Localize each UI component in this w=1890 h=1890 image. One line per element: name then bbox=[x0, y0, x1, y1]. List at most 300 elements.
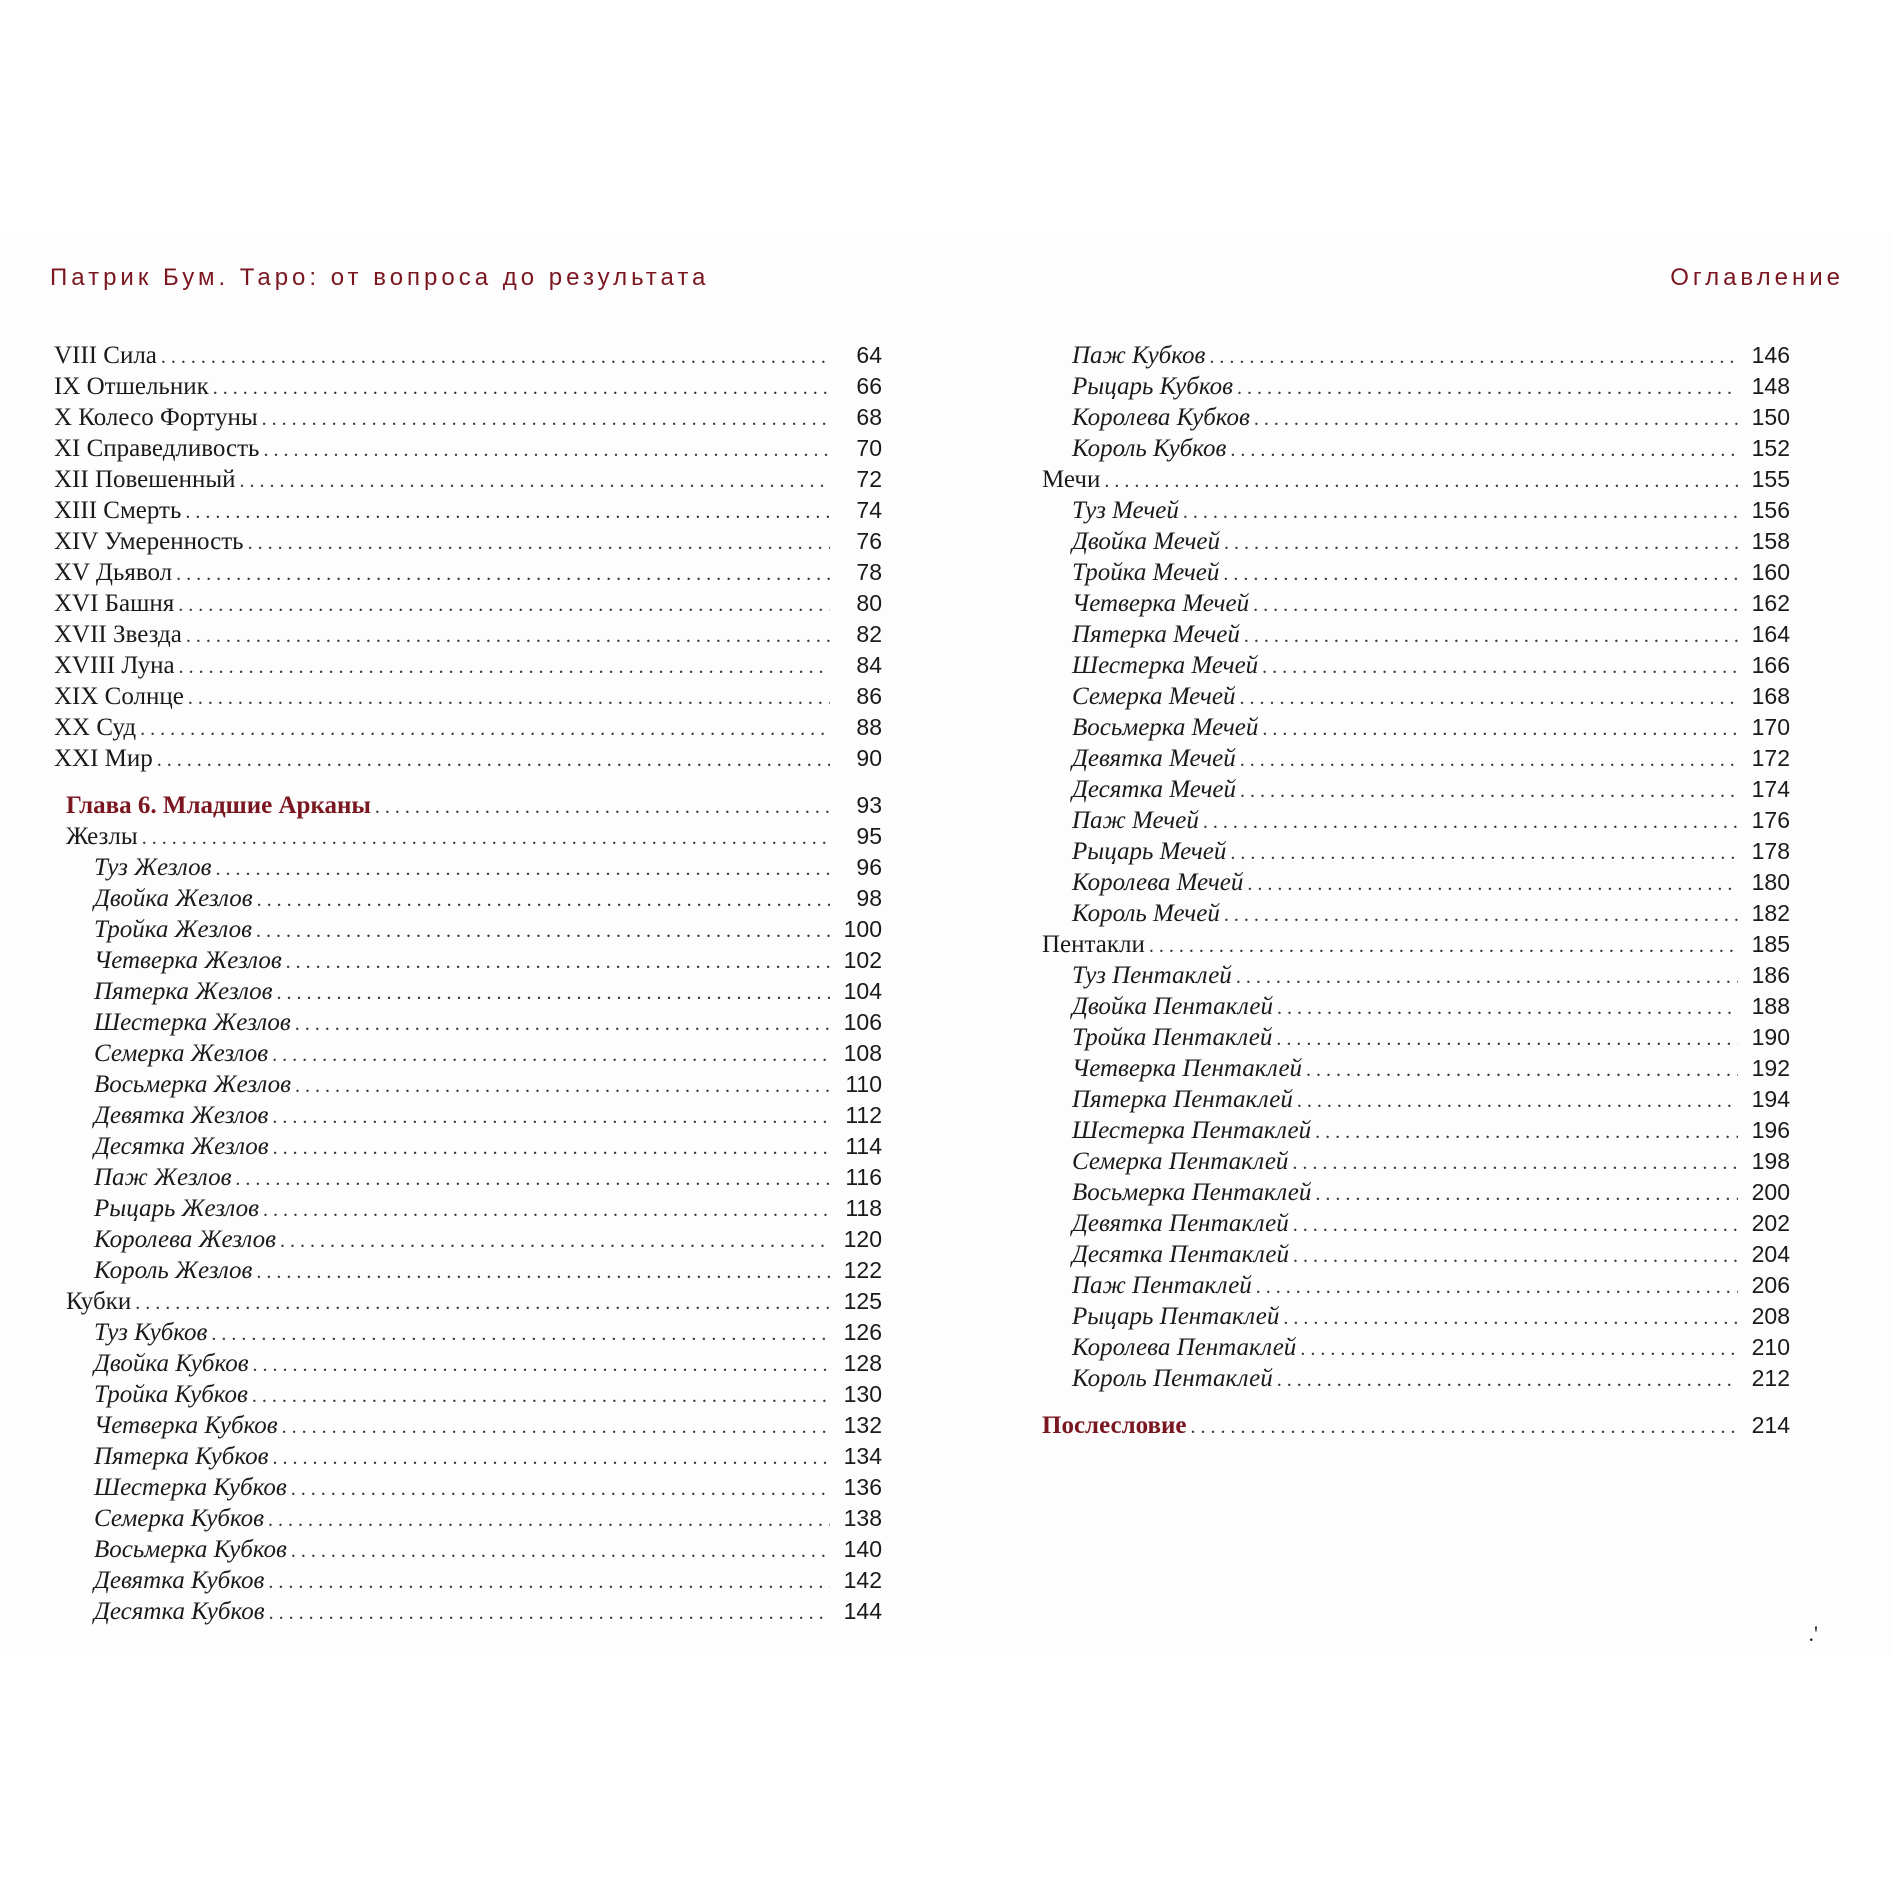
card-title: Рыцарь Пентаклей bbox=[1072, 1303, 1280, 1330]
toc-card-entry[interactable] bbox=[54, 1162, 882, 1193]
card-title: Тройка Мечей bbox=[1072, 559, 1220, 586]
card-title: Паж Пентаклей bbox=[1072, 1272, 1252, 1299]
dot-leader bbox=[1256, 1272, 1738, 1303]
toc-card-entry[interactable] bbox=[54, 1441, 882, 1472]
dot-leader bbox=[179, 652, 830, 683]
page-number: 138 bbox=[843, 1505, 882, 1531]
toc-entry-major[interactable] bbox=[54, 495, 882, 526]
toc-card-entry[interactable] bbox=[1042, 433, 1790, 464]
page-number: 188 bbox=[1751, 993, 1790, 1019]
page-number: 156 bbox=[1751, 497, 1790, 523]
dot-leader bbox=[1209, 342, 1738, 373]
toc-entry-major[interactable] bbox=[54, 650, 882, 681]
dot-leader bbox=[257, 885, 830, 916]
toc-entry-major[interactable] bbox=[54, 588, 882, 619]
card-title: Девятка Кубков bbox=[94, 1567, 265, 1594]
toc-card-entry[interactable] bbox=[1042, 867, 1790, 898]
dot-leader bbox=[1224, 900, 1738, 931]
dot-leader bbox=[1244, 621, 1738, 652]
suit-title: Пентакли bbox=[1042, 931, 1145, 958]
card-title: Король Пентаклей bbox=[1072, 1365, 1273, 1392]
dot-leader bbox=[235, 1164, 830, 1195]
dot-leader bbox=[1183, 497, 1738, 528]
dot-leader bbox=[1223, 559, 1738, 590]
toc-entry-major[interactable] bbox=[54, 371, 882, 402]
page-number: 152 bbox=[1751, 435, 1790, 461]
toc-card-entry[interactable] bbox=[1042, 526, 1790, 557]
dot-leader bbox=[263, 435, 830, 466]
card-title: Семерка Кубков bbox=[94, 1505, 264, 1532]
toc-card-entry[interactable] bbox=[1042, 371, 1790, 402]
dot-leader bbox=[1203, 807, 1738, 838]
dot-leader bbox=[263, 1195, 830, 1226]
toc-card-entry[interactable] bbox=[54, 1038, 882, 1069]
entry-title: XX Суд bbox=[54, 714, 137, 741]
dot-leader bbox=[1230, 435, 1738, 466]
card-title: Королева Жезлов bbox=[94, 1226, 276, 1253]
toc-entry-major[interactable] bbox=[54, 557, 882, 588]
card-title: Четверка Мечей bbox=[1072, 590, 1250, 617]
toc-card-entry[interactable] bbox=[54, 1224, 882, 1255]
page-number: 136 bbox=[843, 1474, 882, 1500]
toc-card-entry[interactable] bbox=[1042, 1022, 1790, 1053]
page-number: 122 bbox=[843, 1257, 882, 1283]
dot-leader bbox=[161, 342, 830, 373]
dot-leader bbox=[1254, 404, 1738, 435]
suit-title: Кубки bbox=[66, 1288, 132, 1315]
card-title: Шестерка Кубков bbox=[94, 1474, 287, 1501]
dot-leader bbox=[1224, 528, 1738, 559]
chapter-title: Глава 6. Младшие Арканы bbox=[66, 792, 371, 819]
page-number: 68 bbox=[856, 404, 882, 430]
entry-title: IX Отшельник bbox=[54, 373, 209, 400]
toc-card-entry[interactable] bbox=[54, 976, 882, 1007]
card-title: Семерка Пентаклей bbox=[1072, 1148, 1289, 1175]
card-title: Девятка Пентаклей bbox=[1072, 1210, 1289, 1237]
dot-leader bbox=[1237, 373, 1738, 404]
toc-card-entry[interactable] bbox=[1042, 557, 1790, 588]
card-title: Десятка Мечей bbox=[1072, 776, 1237, 803]
entry-title: XV Дьявол bbox=[54, 559, 173, 586]
card-title: Восьмерка Жезлов bbox=[94, 1071, 291, 1098]
page-number: 196 bbox=[1751, 1117, 1790, 1143]
dot-leader bbox=[268, 1505, 830, 1536]
page-number: 180 bbox=[1751, 869, 1790, 895]
dot-leader bbox=[178, 590, 830, 621]
card-title: Тройка Кубков bbox=[94, 1381, 248, 1408]
toc-card-entry[interactable] bbox=[1042, 805, 1790, 836]
card-title: Рыцарь Жезлов bbox=[94, 1195, 259, 1222]
page-number: 80 bbox=[856, 590, 882, 616]
dot-leader bbox=[262, 404, 830, 435]
dot-leader bbox=[1262, 652, 1738, 683]
page-number: 134 bbox=[843, 1443, 882, 1469]
dot-leader bbox=[1276, 1024, 1738, 1055]
page-number: 182 bbox=[1751, 900, 1790, 926]
dot-leader bbox=[1277, 993, 1738, 1024]
toc-card-entry[interactable] bbox=[1042, 712, 1790, 743]
card-title: Шестерка Пентаклей bbox=[1072, 1117, 1312, 1144]
page-number: 155 bbox=[1751, 466, 1790, 492]
dot-leader bbox=[1253, 590, 1738, 621]
card-title: Королева Кубков bbox=[1072, 404, 1250, 431]
dot-leader bbox=[272, 1443, 830, 1474]
entry-title: XII Повешенный bbox=[54, 466, 236, 493]
dot-leader bbox=[268, 1567, 830, 1598]
card-title: Король Мечей bbox=[1072, 900, 1220, 927]
dot-leader bbox=[1230, 838, 1738, 869]
dot-leader bbox=[1300, 1334, 1738, 1365]
page-number: 128 bbox=[843, 1350, 882, 1376]
card-title: Рыцарь Мечей bbox=[1072, 838, 1227, 865]
toc-card-entry[interactable] bbox=[1042, 1115, 1790, 1146]
dot-leader bbox=[211, 1319, 830, 1350]
dot-leader bbox=[252, 1381, 830, 1412]
card-title: Туз Мечей bbox=[1072, 497, 1179, 524]
card-title: Восьмерка Кубков bbox=[94, 1536, 287, 1563]
dot-leader bbox=[213, 373, 830, 404]
toc-card-entry[interactable] bbox=[54, 1131, 882, 1162]
left-page bbox=[0, 232, 945, 1657]
page-number: 108 bbox=[843, 1040, 882, 1066]
card-title: Королева Пентаклей bbox=[1072, 1334, 1297, 1361]
toc-card-entry[interactable] bbox=[54, 852, 882, 883]
page-number: 88 bbox=[856, 714, 882, 740]
toc-suit-swords[interactable] bbox=[1042, 464, 1790, 495]
card-title: Паж Кубков bbox=[1072, 342, 1206, 369]
toc-entry-major[interactable] bbox=[54, 340, 882, 371]
dot-leader bbox=[1236, 962, 1738, 993]
card-title: Десятка Кубков bbox=[94, 1598, 265, 1625]
dot-leader bbox=[140, 714, 830, 745]
toc-card-entry[interactable] bbox=[1042, 1332, 1790, 1363]
card-title: Восьмерка Пентаклей bbox=[1072, 1179, 1312, 1206]
dot-leader bbox=[1104, 466, 1738, 497]
dot-leader bbox=[1262, 714, 1738, 745]
corner-mark: .' bbox=[1808, 1621, 1818, 1646]
card-title: Восьмерка Мечей bbox=[1072, 714, 1259, 741]
toc-entry-major[interactable] bbox=[54, 681, 882, 712]
toc-card-entry[interactable] bbox=[54, 1193, 882, 1224]
suit-title: Жезлы bbox=[66, 823, 138, 850]
page-number: 72 bbox=[856, 466, 882, 492]
page-number: 206 bbox=[1751, 1272, 1790, 1298]
toc-entry-major[interactable] bbox=[54, 526, 882, 557]
card-title: Двойка Пентаклей bbox=[1072, 993, 1273, 1020]
toc-card-entry[interactable] bbox=[54, 1379, 882, 1410]
toc-suit-cups[interactable] bbox=[54, 1286, 882, 1317]
running-head-book-title: Патрик Бум. Таро: от вопроса до результата bbox=[50, 264, 710, 291]
card-title: Девятка Мечей bbox=[1072, 745, 1236, 772]
page-number: 174 bbox=[1751, 776, 1790, 802]
dot-leader bbox=[1240, 745, 1738, 776]
card-title: Пятерка Жезлов bbox=[94, 978, 273, 1005]
page-number: 148 bbox=[1751, 373, 1790, 399]
dot-leader bbox=[272, 1040, 830, 1071]
toc-card-entry[interactable] bbox=[54, 883, 882, 914]
toc-card-entry[interactable] bbox=[1042, 1301, 1790, 1332]
card-title: Пятерка Кубков bbox=[94, 1443, 269, 1470]
toc-card-entry[interactable] bbox=[54, 914, 882, 945]
card-title: Семерка Жезлов bbox=[94, 1040, 269, 1067]
card-title: Пятерка Пентаклей bbox=[1072, 1086, 1293, 1113]
page-number: 166 bbox=[1751, 652, 1790, 678]
toc-card-entry[interactable] bbox=[54, 1503, 882, 1534]
toc-card-entry[interactable] bbox=[54, 1565, 882, 1596]
page-number: 198 bbox=[1751, 1148, 1790, 1174]
card-title: Паж Жезлов bbox=[94, 1164, 232, 1191]
page-number: 142 bbox=[843, 1567, 882, 1593]
dot-leader bbox=[286, 947, 830, 978]
dot-leader bbox=[375, 792, 830, 823]
toc-card-entry[interactable] bbox=[54, 1069, 882, 1100]
card-title: Десятка Пентаклей bbox=[1072, 1241, 1289, 1268]
page-number: 200 bbox=[1751, 1179, 1790, 1205]
page-number: 112 bbox=[845, 1102, 882, 1128]
dot-leader bbox=[256, 1257, 830, 1288]
page-number: 125 bbox=[843, 1288, 882, 1314]
toc-card-entry[interactable] bbox=[54, 1534, 882, 1565]
dot-leader bbox=[1190, 1412, 1738, 1443]
card-title: Тройка Пентаклей bbox=[1072, 1024, 1273, 1051]
page-number: 150 bbox=[1751, 404, 1790, 430]
card-title: Девятка Жезлов bbox=[94, 1102, 269, 1129]
toc-card-entry[interactable] bbox=[1042, 1084, 1790, 1115]
page-number: 66 bbox=[856, 373, 882, 399]
toc-entry-major[interactable] bbox=[54, 433, 882, 464]
page-number: 95 bbox=[856, 823, 882, 849]
dot-leader bbox=[1297, 1086, 1738, 1117]
dot-leader bbox=[142, 823, 830, 854]
page-number: 158 bbox=[1751, 528, 1790, 554]
entry-title: XXI Мир bbox=[54, 745, 153, 772]
toc-card-entry[interactable] bbox=[54, 1100, 882, 1131]
toc-card-entry[interactable] bbox=[1042, 1239, 1790, 1270]
page-number: 185 bbox=[1751, 931, 1790, 957]
dot-leader bbox=[1315, 1117, 1738, 1148]
toc-card-entry[interactable] bbox=[54, 1596, 882, 1627]
toc-afterword[interactable] bbox=[1042, 1410, 1790, 1441]
page-number: 93 bbox=[856, 792, 882, 818]
toc-card-entry[interactable] bbox=[54, 1317, 882, 1348]
dot-leader bbox=[282, 1412, 830, 1443]
page-number: 140 bbox=[843, 1536, 882, 1562]
page-number: 102 bbox=[843, 947, 882, 973]
entry-title: XI Справедливость bbox=[54, 435, 260, 462]
dot-leader bbox=[1247, 869, 1738, 900]
toc-card-entry[interactable] bbox=[54, 1410, 882, 1441]
toc-card-entry[interactable] bbox=[1042, 743, 1790, 774]
page-number: 64 bbox=[856, 342, 882, 368]
card-title: Паж Мечей bbox=[1072, 807, 1199, 834]
toc-chapter-heading[interactable] bbox=[54, 790, 882, 821]
dot-leader bbox=[272, 1102, 830, 1133]
page-number: 116 bbox=[845, 1164, 882, 1190]
toc-card-entry[interactable] bbox=[54, 1348, 882, 1379]
entry-title: XIX Солнце bbox=[54, 683, 184, 710]
dot-leader bbox=[1306, 1055, 1738, 1086]
card-title: Шестерка Мечей bbox=[1072, 652, 1259, 679]
dot-leader bbox=[256, 916, 830, 947]
page-number: 96 bbox=[856, 854, 882, 880]
card-title: Семерка Мечей bbox=[1072, 683, 1236, 710]
page-number: 114 bbox=[845, 1133, 882, 1159]
card-title: Король Жезлов bbox=[94, 1257, 253, 1284]
page-number: 208 bbox=[1751, 1303, 1790, 1329]
entry-title: XVIII Луна bbox=[54, 652, 175, 679]
toc-entry-major[interactable] bbox=[54, 402, 882, 433]
dot-leader bbox=[1149, 931, 1738, 962]
page-number: 90 bbox=[856, 745, 882, 771]
dot-leader bbox=[1292, 1148, 1738, 1179]
card-title: Король Кубков bbox=[1072, 435, 1227, 462]
entry-title: XVII Звезда bbox=[54, 621, 182, 648]
card-title: Четверка Пентаклей bbox=[1072, 1055, 1303, 1082]
toc-card-entry[interactable] bbox=[1042, 650, 1790, 681]
toc-card-entry[interactable] bbox=[1042, 898, 1790, 929]
entry-title: XVI Башня bbox=[54, 590, 175, 617]
toc-entry-major[interactable] bbox=[54, 464, 882, 495]
card-title: Королева Мечей bbox=[1072, 869, 1244, 896]
page-number: 186 bbox=[1751, 962, 1790, 988]
page-number: 202 bbox=[1751, 1210, 1790, 1236]
page-number: 82 bbox=[856, 621, 882, 647]
dot-leader bbox=[269, 1598, 830, 1629]
toc-list-left bbox=[54, 340, 882, 1627]
dot-leader bbox=[188, 683, 830, 714]
page-number: 146 bbox=[1751, 342, 1790, 368]
dot-leader bbox=[240, 466, 830, 497]
dot-leader bbox=[1239, 683, 1738, 714]
page-number: 98 bbox=[856, 885, 882, 911]
toc-suit-wands[interactable] bbox=[54, 821, 882, 852]
card-title: Двойка Жезлов bbox=[94, 885, 253, 912]
toc-card-entry[interactable] bbox=[1042, 1177, 1790, 1208]
page-number: 104 bbox=[843, 978, 882, 1004]
card-title: Четверка Кубков bbox=[94, 1412, 278, 1439]
toc-entry-major[interactable] bbox=[54, 619, 882, 650]
dot-leader bbox=[1277, 1365, 1738, 1396]
page-number: 70 bbox=[856, 435, 882, 461]
card-title: Туз Жезлов bbox=[94, 854, 212, 881]
entry-title: XIV Умеренность bbox=[54, 528, 244, 555]
page-number: 130 bbox=[843, 1381, 882, 1407]
toc-card-entry[interactable] bbox=[1042, 1270, 1790, 1301]
toc-card-entry[interactable] bbox=[1042, 495, 1790, 526]
card-title: Двойка Мечей bbox=[1072, 528, 1221, 555]
toc-card-entry[interactable] bbox=[1042, 681, 1790, 712]
page-number: 172 bbox=[1751, 745, 1790, 771]
card-title: Двойка Кубков bbox=[94, 1350, 249, 1377]
card-title: Рыцарь Кубков bbox=[1072, 373, 1233, 400]
page-number: 86 bbox=[856, 683, 882, 709]
page-number: 178 bbox=[1751, 838, 1790, 864]
page-number: 144 bbox=[843, 1598, 882, 1624]
page-number: 204 bbox=[1751, 1241, 1790, 1267]
toc-card-entry[interactable] bbox=[1042, 960, 1790, 991]
dot-leader bbox=[186, 621, 830, 652]
page-number: 214 bbox=[1751, 1412, 1790, 1438]
dot-leader bbox=[273, 1133, 830, 1164]
toc-entry-major[interactable] bbox=[54, 743, 882, 774]
dot-leader bbox=[1283, 1303, 1738, 1334]
card-title: Тройка Жезлов bbox=[94, 916, 252, 943]
dot-leader bbox=[1315, 1179, 1738, 1210]
toc-card-entry[interactable] bbox=[54, 1007, 882, 1038]
dot-leader bbox=[295, 1009, 830, 1040]
page-number: 170 bbox=[1751, 714, 1790, 740]
running-head-contents: Оглавление bbox=[1670, 264, 1844, 291]
page-number: 160 bbox=[1751, 559, 1790, 585]
toc-card-entry[interactable] bbox=[54, 1255, 882, 1286]
page-number: 78 bbox=[856, 559, 882, 585]
toc-card-entry[interactable] bbox=[1042, 991, 1790, 1022]
card-title: Пятерка Мечей bbox=[1072, 621, 1240, 648]
dot-leader bbox=[280, 1226, 830, 1257]
page-number: 192 bbox=[1751, 1055, 1790, 1081]
card-title: Десятка Жезлов bbox=[94, 1133, 269, 1160]
page-number: 212 bbox=[1751, 1365, 1790, 1391]
dot-leader bbox=[185, 497, 830, 528]
page-number: 190 bbox=[1751, 1024, 1790, 1050]
card-title: Шестерка Жезлов bbox=[94, 1009, 291, 1036]
toc-card-entry[interactable] bbox=[1042, 340, 1790, 371]
right-page bbox=[945, 232, 1890, 1657]
afterword-title: Послесловие bbox=[1042, 1412, 1187, 1439]
page-number: 126 bbox=[843, 1319, 882, 1345]
toc-card-entry[interactable] bbox=[1042, 619, 1790, 650]
page-number: 84 bbox=[856, 652, 882, 678]
toc-card-entry[interactable] bbox=[1042, 1053, 1790, 1084]
dot-leader bbox=[157, 745, 830, 776]
dot-leader bbox=[1240, 776, 1738, 807]
page-number: 76 bbox=[856, 528, 882, 554]
toc-card-entry[interactable] bbox=[54, 1472, 882, 1503]
toc-entry-major[interactable] bbox=[54, 712, 882, 743]
dot-leader bbox=[176, 559, 830, 590]
page-number: 118 bbox=[845, 1195, 882, 1221]
toc-card-entry[interactable] bbox=[1042, 588, 1790, 619]
dot-leader bbox=[295, 1071, 830, 1102]
toc-suit-pentacles[interactable] bbox=[1042, 929, 1790, 960]
dot-leader bbox=[248, 528, 830, 559]
card-title: Туз Кубков bbox=[94, 1319, 208, 1346]
page-number: 194 bbox=[1751, 1086, 1790, 1112]
card-title: Туз Пентаклей bbox=[1072, 962, 1232, 989]
page-number: 210 bbox=[1751, 1334, 1790, 1360]
toc-card-entry[interactable] bbox=[1042, 402, 1790, 433]
toc-card-entry[interactable] bbox=[1042, 1208, 1790, 1239]
toc-card-entry[interactable] bbox=[1042, 774, 1790, 805]
toc-card-entry[interactable] bbox=[54, 945, 882, 976]
toc-card-entry[interactable] bbox=[1042, 836, 1790, 867]
dot-leader bbox=[135, 1288, 830, 1319]
toc-card-entry[interactable] bbox=[1042, 1363, 1790, 1394]
dot-leader bbox=[291, 1474, 830, 1505]
entry-title: X Колесо Фортуны bbox=[54, 404, 258, 431]
entry-title: XIII Смерть bbox=[54, 497, 182, 524]
dot-leader bbox=[1293, 1210, 1738, 1241]
page-number: 176 bbox=[1751, 807, 1790, 833]
dot-leader bbox=[277, 978, 830, 1009]
toc-card-entry[interactable] bbox=[1042, 1146, 1790, 1177]
page-number: 132 bbox=[843, 1412, 882, 1438]
toc-list-right bbox=[1042, 340, 1790, 1441]
page-number: 100 bbox=[843, 916, 882, 942]
entry-title: VIII Сила bbox=[54, 342, 157, 369]
page-number: 110 bbox=[845, 1071, 882, 1097]
dot-leader bbox=[1293, 1241, 1738, 1272]
